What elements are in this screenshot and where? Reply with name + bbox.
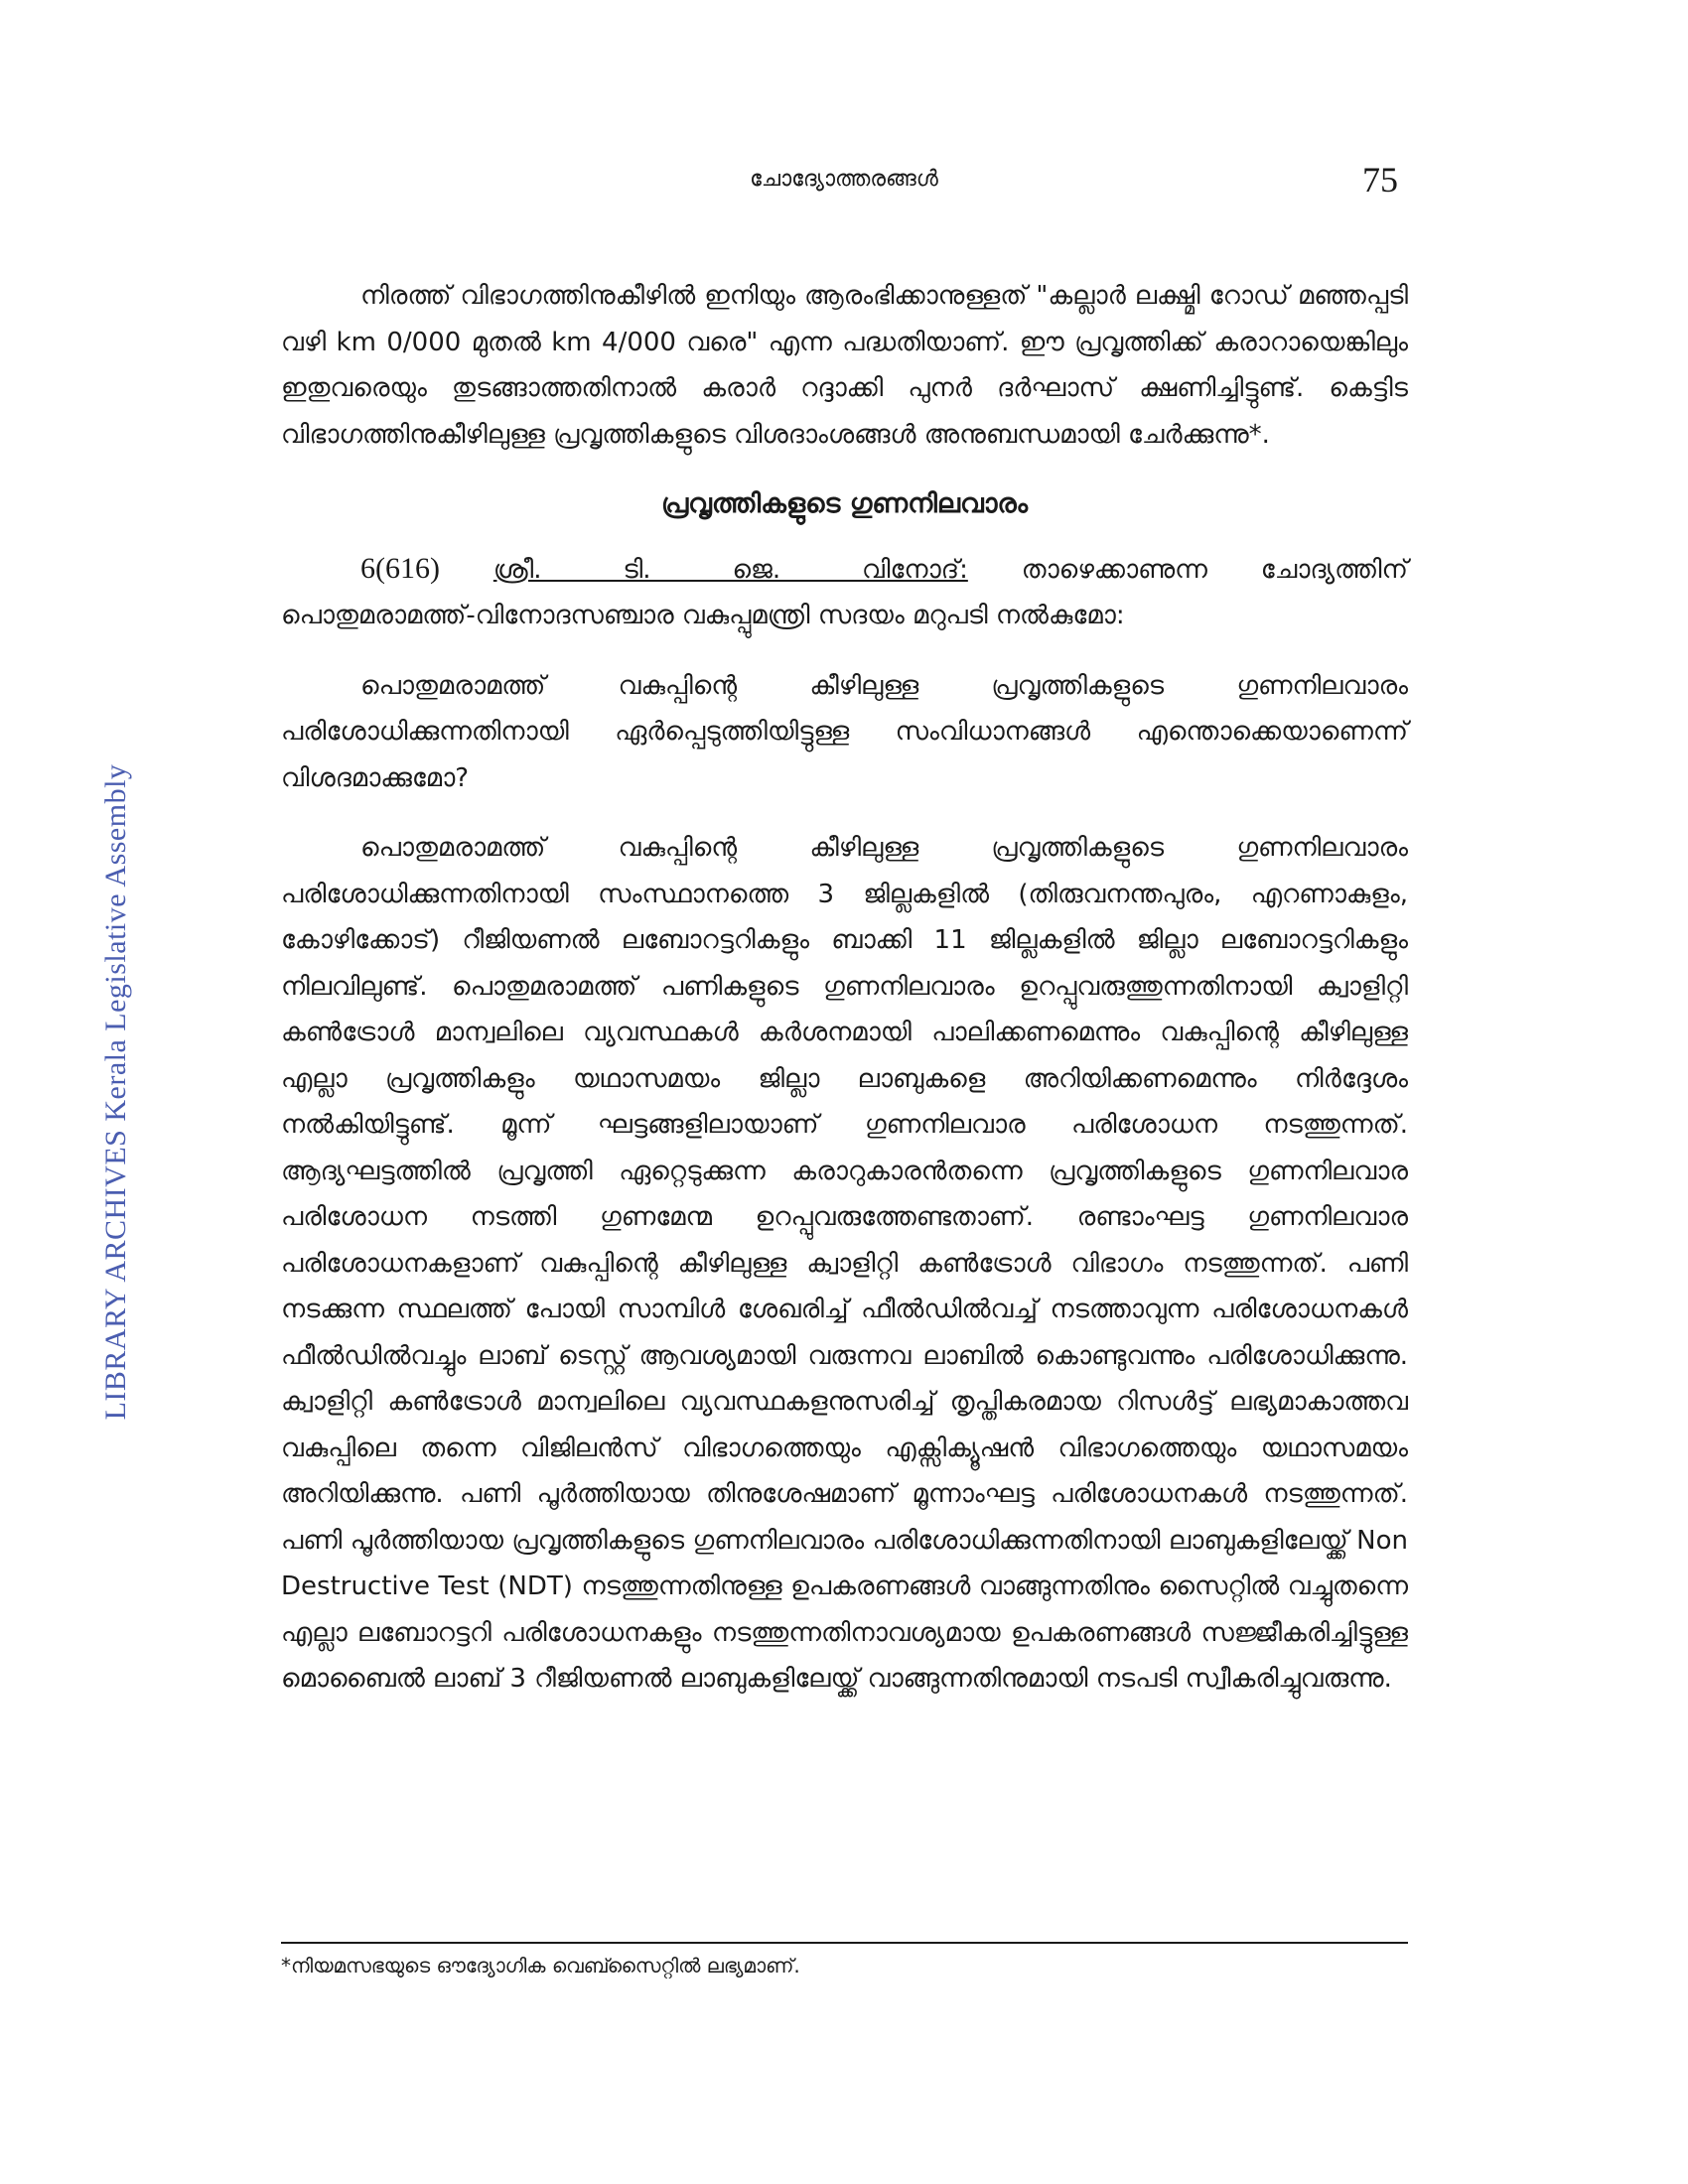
question-header [281, 546, 1408, 594]
footnote: *നിയമസഭയുടെ ഔദ്യോഗിക വെബ്സൈറ്റിൽ ലഭ്യമാണ്. [281, 1954, 800, 1978]
running-header-title: ചോദ്യോത്തരങ്ങൾ [750, 167, 938, 192]
section-heading: പ്രവൃത്തികളുടെ ഗുണനിലവാരം [660, 488, 1029, 519]
question-number: 6(616) [360, 551, 440, 585]
question-text: പൊതുമരാമത്ത് വകുപ്പിന്റെ കീഴിലുള്ള പ്രവൃത്തികളുടെ ഗുണനിലവാരം പരിശോധിക്കുന്നതിനായി ഏർപ്പെടുത്തിയിട്ടുള്ള സംവിധാനങ്ങൾ എന്തൊക്കെയാണെന്ന് വിശദമാക്കുമോ? [281, 670, 1408, 793]
footnote-divider [281, 1942, 1408, 1944]
question-intro-tail: താഴെക്കാണുന്ന ചോദ്യത്തിന് [1021, 554, 1409, 585]
page-body [281, 273, 1408, 1726]
page-number: 75 [1362, 160, 1398, 200]
member-name: ശ്രീ. ടി. ജെ. വിനോദ്: [492, 554, 968, 585]
paragraph-works-summary: നിരത്ത് വിഭാഗത്തിനുകീഴിൽ ഇനിയും ആരംഭിക്കാനുള്ളത് "കല്ലാർ ലക്ഷ്മി റോഡ് മഞ്ഞപ്പടി വഴി km 0/000 മുതൽ km 4/000 വരെ" എന്ന പദ്ധതിയാണ്. ഈ പ്രവൃത്തിക്ക് കരാറായെങ്കിലും ഇതുവരെയും തുടങ്ങാത്തതിനാൽ കരാർ റദ്ദാക്കി പുനർ ദർഘാസ് ക്ഷണിച്ചിട്ടുണ്ട്. കെട്ടിട വിഭാഗത്തിനുകീഴിലുള്ള പ്രവൃത്തികളുടെ വിശദാംശങ്ങൾ അനുബന്ധമായി ചേർക്കുന്നു*. [281, 281, 1408, 450]
side-watermark: LIBRARY ARCHIVES Kerala Legislative Assembly [99, 763, 132, 1421]
answer-text: പൊതുമരാമത്ത് വകുപ്പിന്റെ കീഴിലുള്ള പ്രവൃത്തികളുടെ ഗുണനിലവാരം പരിശോധിക്കുന്നതിനായി സംസ്ഥാനത്തെ 3 ജില്ലകളിൽ (തിരുവനന്തപുരം, എറണാകുളം, കോഴിക്കോട്) റീജിയണൽ ലബോറട്ടറികളും ബാക്കി 11 ജില്ലകളിൽ ജില്ലാ ലബോറട്ടറികളും നിലവിലുണ്ട്. പൊതുമരാമത്ത് പണികളുടെ ഗുണനിലവാരം ഉറപ്പുവരുത്തുന്നതിനായി ക്വാളിറ്റി കൺട്രോൾ മാന്വലിലെ വ്യവസ്ഥകൾ കർശനമായി പാലിക്കണമെന്നും വകുപ്പിന്റെ കീഴിലുള്ള എല്ലാ പ്രവൃത്തികളും യഥാസമയം ജില്ലാ ലാബുകളെ അറിയിക്കണമെന്നും നിർദ്ദേശം നൽകിയിട്ടുണ്ട്. മൂന്ന് ഘട്ടങ്ങളിലായാണ് ഗുണനിലവാര പരിശോധന നടത്തുന്നത്. ആദ്യഘട്ടത്തിൽ പ്രവൃത്തി ഏറ്റെടുക്കുന്ന കരാറുകാരൻതന്നെ പ്രവൃത്തികളുടെ ഗുണനിലവാര പരിശോധന നടത്തി ഗുണമേന്മ ഉറപ്പുവരുത്തേണ്ടതാണ്. രണ്ടാംഘട്ട ഗുണനിലവാര പരിശോധനകളാണ് വകുപ്പിന്റെ കീഴിലുള്ള ക്വാളിറ്റി കൺട്രോൾ വിഭാഗം നടത്തുന്നത്. പണി നടക്കുന്ന സ്ഥലത്ത് പോയി സാമ്പിൾ ശേഖരിച്ച് ഫീൽഡിൽവച്ച് നടത്താവുന്ന പരിശോധനകൾ ഫീൽഡിൽവച്ചും ലാബ് ടെസ്റ്റ് ആവശ്യമായി വരുന്നവ ലാബിൽ കൊണ്ടുവന്നും പരിശോധിക്കുന്നു. ക്വാളിറ്റി കൺട്രോൾ മാന്വലിലെ വ്യവസ്ഥകളനുസരിച്ച് തൃപ്തികരമായ റിസൾട്ട് ലഭ്യമാകാത്തവ വകുപ്പിലെ തന്നെ വിജിലൻസ് വിഭാഗത്തെയും എക്സിക്യൂഷൻ വിഭാഗത്തെയും യഥാസമയം അറിയിക്കുന്നു. പണി പൂർത്തിയായ തിനുശേഷമാണ് മൂന്നാംഘട്ട പരിശോധനകൾ നടത്തുന്നത്. പണി പൂർത്തിയായ പ്രവൃത്തികളുടെ ഗുണനിലവാരം പരിശോധിക്കുന്നതിനായി ലാബുകളിലേയ്ക്ക് Non Destructive Test (NDT) നടത്തുന്നതിനുള്ള ഉപകരണങ്ങൾ വാങ്ങുന്നതിനും സൈറ്റിൽ വച്ചുതന്നെ എല്ലാ ലബോറട്ടറി പരിശോധനകളും നടത്തുന്നതിനാവശ്യമായ ഉപകരണങ്ങൾ സജ്ജീകരിച്ചിട്ടുള്ള മൊബൈൽ ലാബ് 3 റീജിയണൽ ലാബുകളിലേയ്ക്ക് വാങ്ങുന്നതിനുമായി നടപടി സ്വീകരിച്ചുവരുന്നു. [281, 833, 1408, 1694]
question-intro-continuation: പൊതുമരാമത്ത്-വിനോദസഞ്ചാര വകുപ്പുമന്ത്രി സദയം മറുപടി നൽകുമോ: [281, 601, 1125, 630]
